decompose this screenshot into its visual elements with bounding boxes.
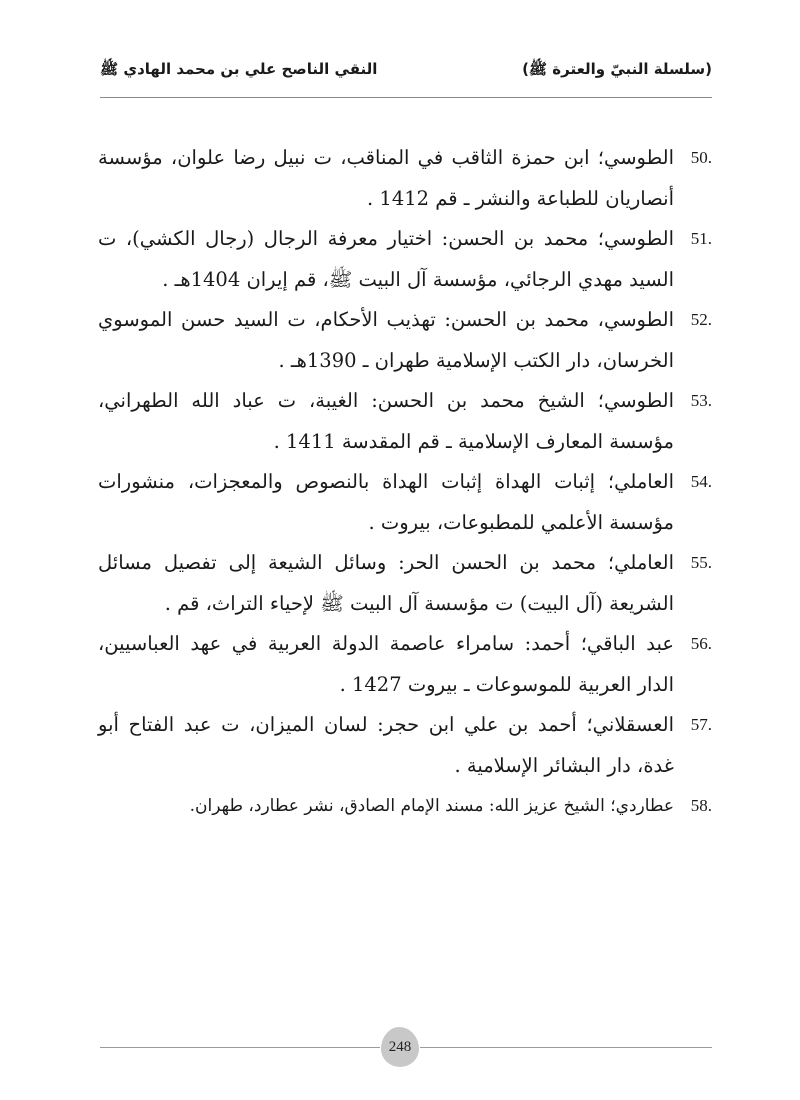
entry-text: العاملي؛ إثبات الهداة إثبات الهداة بالنصوص والمعجزات، منشورات مؤسسة الأعلمي للمطبوعات، بيروت . (98, 470, 674, 534)
bibliography-list (98, 138, 712, 827)
entry-text: الطوسي؛ ابن حمزة الثاقب في المناقب، ت نبيل رضا علوان، مؤسسة أنصاريان للطباعة والنشر ـ قم 1412 . (98, 146, 674, 210)
entry-text: الطوسي؛ محمد بن الحسن: اختيار معرفة الرجال (رجال الكشي)، ت السيد مهدي الرجائي، مؤسسة آل البيت ﷺ، قم إيران 1404هـ . (98, 227, 674, 291)
entry-text: الطوسي، محمد بن الحسن: تهذيب الأحكام، ت السيد حسن الموسوي الخرسان، دار الكتب الإسلامية طهران ـ 1390هـ . (98, 308, 674, 372)
entry-number: 54. (690, 472, 712, 491)
bibliography-entry-57 (98, 705, 712, 786)
entry-number: 55. (690, 553, 712, 572)
running-header (100, 56, 712, 86)
bibliography-entry-53 (98, 381, 712, 462)
entry-text: العسقلاني؛ أحمد بن علي ابن حجر: لسان الميزان، ت عبد الفتاح أبو غدة، دار البشائر الإسلامية . (98, 713, 674, 777)
footer-divider-right (420, 1047, 712, 1048)
bibliography-entry-55 (98, 543, 712, 624)
series-title: (سلسلة النبيّ والعترة ﷺ) (522, 60, 712, 78)
bibliography-entry-56 (98, 624, 712, 705)
page-number: 248 (388, 1038, 412, 1055)
bibliography-entry-50 (98, 138, 712, 219)
entry-text: الطوسي؛ الشيخ محمد بن الحسن: الغيبة، ت عباد الله الطهراني، مؤسسة المعارف الإسلامية ـ قم المقدسة 1411 . (98, 389, 674, 453)
book-title: النقي الناصح علي بن محمد الهادي ﷺ (100, 60, 378, 78)
entry-number: 51. (690, 229, 712, 248)
bibliography-entry-54 (98, 462, 712, 543)
bibliography-entry-58 (98, 786, 712, 827)
entry-number: 57. (690, 715, 712, 734)
entry-number: 53. (690, 391, 712, 410)
entry-number: 58. (690, 796, 712, 815)
footer-divider-left (100, 1047, 380, 1048)
entry-number: 50. (690, 148, 712, 167)
entry-number: 56. (690, 634, 712, 653)
entry-text: عطاردي؛ الشيخ عزيز الله: مسند الإمام الصادق، نشر عطارد، طهران. (189, 796, 674, 816)
page-number-badge (381, 1027, 419, 1067)
header-divider (100, 97, 712, 98)
entry-text: العاملي؛ محمد بن الحسن الحر: وسائل الشيعة إلى تفصيل مسائل الشريعة (آل البيت) ت مؤسسة آل البيت ﷺ لإحياء التراث، قم . (98, 551, 674, 615)
bibliography-entry-51 (98, 219, 712, 300)
entry-number: 52. (690, 310, 712, 329)
entry-text: عبد الباقي؛ أحمد: سامراء عاصمة الدولة العربية في عهد العباسيين، الدار العربية للموسوعات ـ بيروت 1427 . (98, 632, 674, 696)
bibliography-entry-52 (98, 300, 712, 381)
